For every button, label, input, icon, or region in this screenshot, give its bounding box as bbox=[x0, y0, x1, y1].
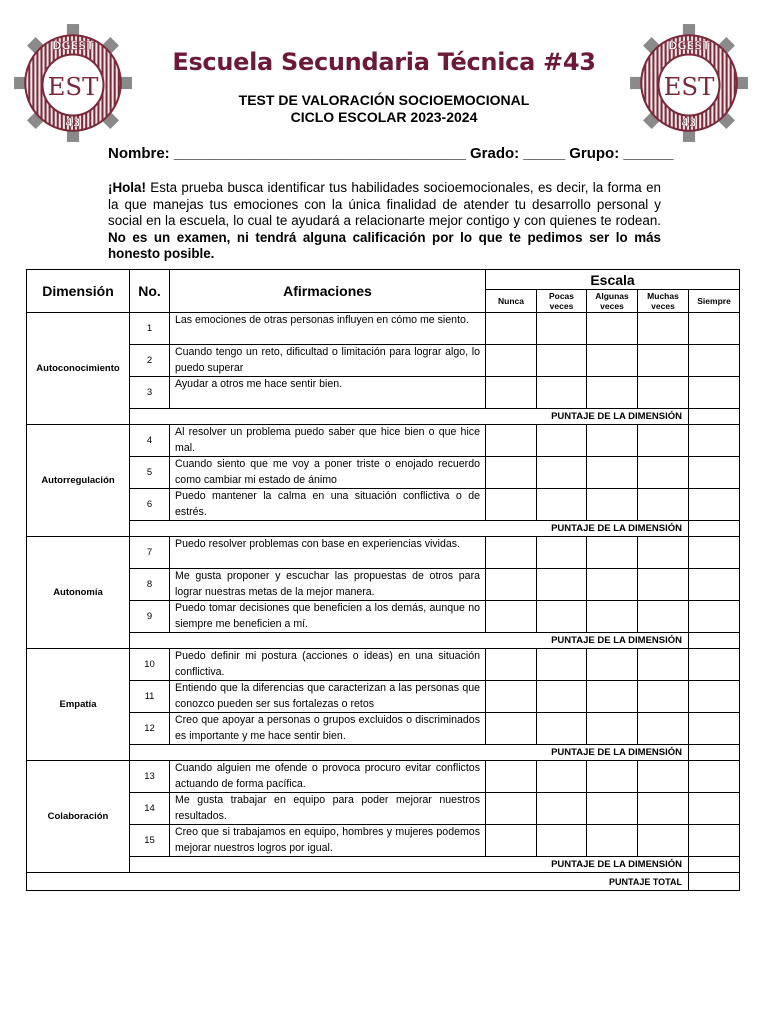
item-number: 5 bbox=[130, 457, 170, 489]
dimension-score-cell[interactable] bbox=[689, 857, 740, 873]
scale-answer-cell[interactable] bbox=[638, 681, 689, 713]
scale-answer-cell[interactable] bbox=[587, 457, 638, 489]
scale-answer-cell[interactable] bbox=[638, 825, 689, 857]
scale-answer-cell[interactable] bbox=[587, 425, 638, 457]
scale-answer-cell[interactable] bbox=[638, 345, 689, 377]
scale-answer-cell[interactable] bbox=[638, 601, 689, 633]
scale-answer-cell[interactable] bbox=[638, 793, 689, 825]
dimension-score-cell[interactable] bbox=[689, 745, 740, 761]
scale-answer-cell[interactable] bbox=[689, 345, 740, 377]
scale-answer-cell[interactable] bbox=[486, 537, 537, 569]
scale-answer-cell[interactable] bbox=[486, 681, 537, 713]
item-number: 11 bbox=[130, 681, 170, 713]
scale-answer-cell[interactable] bbox=[689, 377, 740, 409]
scale-answer-cell[interactable] bbox=[689, 425, 740, 457]
svg-text:43: 43 bbox=[65, 116, 81, 130]
table-row bbox=[27, 713, 740, 745]
scale-answer-cell[interactable] bbox=[689, 649, 740, 681]
scale-answer-cell[interactable] bbox=[537, 601, 587, 633]
school-name: Escuela Secundaria Técnica #43 bbox=[172, 48, 596, 76]
table-row bbox=[27, 681, 740, 713]
item-number: 4 bbox=[130, 425, 170, 457]
dimension-score-row bbox=[27, 521, 740, 537]
dimension-score-label: PUNTAJE DE LA DIMENSIÓN bbox=[130, 745, 689, 761]
dimension-score-cell[interactable] bbox=[689, 409, 740, 425]
scale-answer-cell[interactable] bbox=[689, 569, 740, 601]
scale-answer-cell[interactable] bbox=[537, 761, 587, 793]
scale-answer-cell[interactable] bbox=[537, 569, 587, 601]
scale-answer-cell[interactable] bbox=[689, 761, 740, 793]
dimension-score-label: PUNTAJE DE LA DIMENSIÓN bbox=[130, 409, 689, 425]
header-statements: Afirmaciones bbox=[170, 270, 486, 313]
item-statement: Creo que si trabajamos en equipo, hombres y mujeres podemos mejorar nuestros logros por igual. bbox=[170, 825, 486, 857]
dimension-score-label: PUNTAJE DE LA DIMENSIÓN bbox=[130, 633, 689, 649]
scale-answer-cell[interactable] bbox=[587, 377, 638, 409]
scale-answer-cell[interactable] bbox=[689, 681, 740, 713]
scale-answer-cell[interactable] bbox=[689, 825, 740, 857]
scale-option-header: Pocas veces bbox=[537, 290, 587, 313]
scale-answer-cell[interactable] bbox=[587, 825, 638, 857]
student-info-line[interactable]: Nombre: ___________________________________ Grado: _____ Grupo: ______ bbox=[108, 145, 674, 162]
scale-answer-cell[interactable] bbox=[486, 713, 537, 745]
scale-answer-cell[interactable] bbox=[689, 601, 740, 633]
scale-answer-cell[interactable] bbox=[537, 649, 587, 681]
scale-option-header: Muchas veces bbox=[638, 290, 689, 313]
scale-answer-cell[interactable] bbox=[486, 601, 537, 633]
scale-answer-cell[interactable] bbox=[638, 489, 689, 521]
table-row bbox=[27, 649, 740, 681]
test-title bbox=[0, 92, 768, 126]
scale-answer-cell[interactable] bbox=[689, 457, 740, 489]
dimension-score-label: PUNTAJE DE LA DIMENSIÓN bbox=[130, 857, 689, 873]
item-number: 15 bbox=[130, 825, 170, 857]
item-statement: Puedo resolver problemas con base en experiencias vividas. bbox=[170, 537, 486, 569]
scale-answer-cell[interactable] bbox=[537, 425, 587, 457]
item-statement: Ayudar a otros me hace sentir bien. bbox=[170, 377, 486, 409]
table-row bbox=[27, 345, 740, 377]
dimension-name: Autoconocimiento bbox=[27, 313, 130, 425]
assessment-body bbox=[27, 313, 740, 891]
total-score-row bbox=[27, 873, 740, 891]
scale-answer-cell[interactable] bbox=[587, 649, 638, 681]
table-row bbox=[27, 761, 740, 793]
intro-body: Esta prueba busca identificar tus habilidades socioemocionales, es decir, la forma en la que manejas tus emociones con la única finalidad de atender tu desarrollo personal y social en la escuela, lo cual te ayudará a relacionarte mejor contigo y con quienes te rodean. bbox=[108, 180, 661, 229]
scale-answer-cell[interactable] bbox=[537, 825, 587, 857]
scale-answer-cell[interactable] bbox=[486, 377, 537, 409]
item-statement: Al resolver un problema puedo saber que hice bien o que hice mal. bbox=[170, 425, 486, 457]
item-statement: Puedo definir mi postura (acciones o ideas) en una situación conflictiva. bbox=[170, 649, 486, 681]
scale-answer-cell[interactable] bbox=[486, 489, 537, 521]
scale-answer-cell[interactable] bbox=[537, 681, 587, 713]
scale-answer-cell[interactable] bbox=[587, 761, 638, 793]
assessment-table bbox=[26, 269, 740, 891]
table-row bbox=[27, 425, 740, 457]
table-row bbox=[27, 793, 740, 825]
item-statement: Las emociones de otras personas influyen en cómo me siento. bbox=[170, 313, 486, 345]
intro-emphasis: No es un examen, ni tendrá alguna calificación por lo que te pedimos ser lo más honesto posible. bbox=[108, 229, 661, 262]
scale-answer-cell[interactable] bbox=[638, 761, 689, 793]
item-statement: Me gusta trabajar en equipo para poder mejorar nuestros resultados. bbox=[170, 793, 486, 825]
intro-paragraph bbox=[108, 180, 661, 263]
item-statement: Me gusta proponer y escuchar las propuestas de otros para lograr nuestras metas de la mejor manera. bbox=[170, 569, 486, 601]
item-statement: Cuando siento que me voy a poner triste o enojado recuerdo como cambiar mi estado de ánimo bbox=[170, 457, 486, 489]
scale-answer-cell[interactable] bbox=[689, 313, 740, 345]
scale-answer-cell[interactable] bbox=[486, 793, 537, 825]
item-statement: Entiendo que la diferencias que caracterizan a las personas que conozco pueden ser sus fortalezas o retos bbox=[170, 681, 486, 713]
scale-answer-cell[interactable] bbox=[486, 569, 537, 601]
total-score-label: PUNTAJE TOTAL bbox=[27, 873, 689, 891]
dimension-score-row bbox=[27, 745, 740, 761]
scale-answer-cell[interactable] bbox=[587, 569, 638, 601]
item-number: 1 bbox=[130, 313, 170, 345]
scale-answer-cell[interactable] bbox=[689, 713, 740, 745]
scale-answer-cell[interactable] bbox=[486, 313, 537, 345]
dimension-name: Colaboración bbox=[27, 761, 130, 873]
scale-answer-cell[interactable] bbox=[638, 425, 689, 457]
header-dimension: Dimensión bbox=[27, 270, 130, 313]
scale-answer-cell[interactable] bbox=[587, 601, 638, 633]
item-statement: Cuando tengo un reto, dificultad o limitación para lograr algo, lo puedo superar bbox=[170, 345, 486, 377]
item-number: 9 bbox=[130, 601, 170, 633]
scale-answer-cell[interactable] bbox=[486, 345, 537, 377]
table-row bbox=[27, 489, 740, 521]
scale-answer-cell[interactable] bbox=[638, 537, 689, 569]
scale-answer-cell[interactable] bbox=[537, 313, 587, 345]
item-number: 10 bbox=[130, 649, 170, 681]
table-row bbox=[27, 313, 740, 345]
scale-answer-cell[interactable] bbox=[638, 457, 689, 489]
svg-text:DGEST: DGEST bbox=[668, 39, 710, 53]
dimension-score-row bbox=[27, 409, 740, 425]
scale-answer-cell[interactable] bbox=[587, 793, 638, 825]
dimension-score-label: PUNTAJE DE LA DIMENSIÓN bbox=[130, 521, 689, 537]
table-row bbox=[27, 825, 740, 857]
svg-text:EST: EST bbox=[47, 72, 99, 102]
table-row bbox=[27, 537, 740, 569]
scale-answer-cell[interactable] bbox=[689, 537, 740, 569]
scale-answer-cell[interactable] bbox=[537, 345, 587, 377]
scale-answer-cell[interactable] bbox=[587, 713, 638, 745]
scale-answer-cell[interactable] bbox=[537, 537, 587, 569]
scale-answer-cell[interactable] bbox=[689, 489, 740, 521]
scale-answer-cell[interactable] bbox=[537, 489, 587, 521]
scale-answer-cell[interactable] bbox=[587, 345, 638, 377]
item-statement: Cuando alguien me ofende o provoca procuro evitar conflictos actuando de forma pacífica. bbox=[170, 761, 486, 793]
scale-answer-cell[interactable] bbox=[638, 569, 689, 601]
scale-answer-cell[interactable] bbox=[537, 377, 587, 409]
dimension-score-row bbox=[27, 633, 740, 649]
scale-answer-cell[interactable] bbox=[587, 313, 638, 345]
intro-greeting: ¡Hola! bbox=[108, 180, 146, 195]
scale-answer-cell[interactable] bbox=[638, 313, 689, 345]
table-row bbox=[27, 457, 740, 489]
item-number: 14 bbox=[130, 793, 170, 825]
scale-answer-cell[interactable] bbox=[537, 793, 587, 825]
dimension-score-cell[interactable] bbox=[689, 633, 740, 649]
header-scale: Escala bbox=[486, 270, 740, 290]
scale-option-header: Siempre bbox=[689, 290, 740, 313]
item-statement: Puedo tomar decisiones que beneficien a los demás, aunque no siempre me beneficien a mí. bbox=[170, 601, 486, 633]
scale-answer-cell[interactable] bbox=[587, 489, 638, 521]
dimension-name: Autorregulación bbox=[27, 425, 130, 537]
scale-answer-cell[interactable] bbox=[638, 377, 689, 409]
dimension-score-row bbox=[27, 857, 740, 873]
scale-answer-cell[interactable] bbox=[537, 713, 587, 745]
dimension-name: Autonomía bbox=[27, 537, 130, 649]
scale-answer-cell[interactable] bbox=[689, 793, 740, 825]
scale-option-header: Algunas veces bbox=[587, 290, 638, 313]
item-number: 8 bbox=[130, 569, 170, 601]
scale-answer-cell[interactable] bbox=[486, 457, 537, 489]
item-number: 7 bbox=[130, 537, 170, 569]
header-number: No. bbox=[130, 270, 170, 313]
scale-option-header: Nunca bbox=[486, 290, 537, 313]
scale-answer-cell[interactable] bbox=[537, 457, 587, 489]
total-score-cell[interactable] bbox=[689, 873, 740, 891]
dimension-name: Empatía bbox=[27, 649, 130, 761]
table-row bbox=[27, 569, 740, 601]
school-cycle: CICLO ESCOLAR 2023-2024 bbox=[290, 109, 478, 125]
scale-answer-cell[interactable] bbox=[486, 761, 537, 793]
item-number: 2 bbox=[130, 345, 170, 377]
test-title-line: TEST DE VALORACIÓN SOCIOEMOCIONAL bbox=[238, 92, 530, 108]
svg-text:EST: EST bbox=[663, 72, 715, 102]
item-number: 6 bbox=[130, 489, 170, 521]
item-statement: Puedo mantener la calma en una situación conflictiva o de estrés. bbox=[170, 489, 486, 521]
item-number: 13 bbox=[130, 761, 170, 793]
svg-text:DGEST: DGEST bbox=[52, 39, 94, 53]
table-row bbox=[27, 377, 740, 409]
scale-answer-cell[interactable] bbox=[486, 649, 537, 681]
item-number: 3 bbox=[130, 377, 170, 409]
table-row bbox=[27, 601, 740, 633]
item-statement: Creo que apoyar a personas o grupos excluidos o discriminados es importante y me hace sentir bien. bbox=[170, 713, 486, 745]
scale-answer-cell[interactable] bbox=[587, 537, 638, 569]
scale-answer-cell[interactable] bbox=[638, 713, 689, 745]
item-number: 12 bbox=[130, 713, 170, 745]
dimension-score-cell[interactable] bbox=[689, 521, 740, 537]
scale-answer-cell[interactable] bbox=[486, 825, 537, 857]
scale-answer-cell[interactable] bbox=[486, 425, 537, 457]
scale-answer-cell[interactable] bbox=[587, 681, 638, 713]
scale-answer-cell[interactable] bbox=[638, 649, 689, 681]
svg-text:43: 43 bbox=[681, 116, 697, 130]
